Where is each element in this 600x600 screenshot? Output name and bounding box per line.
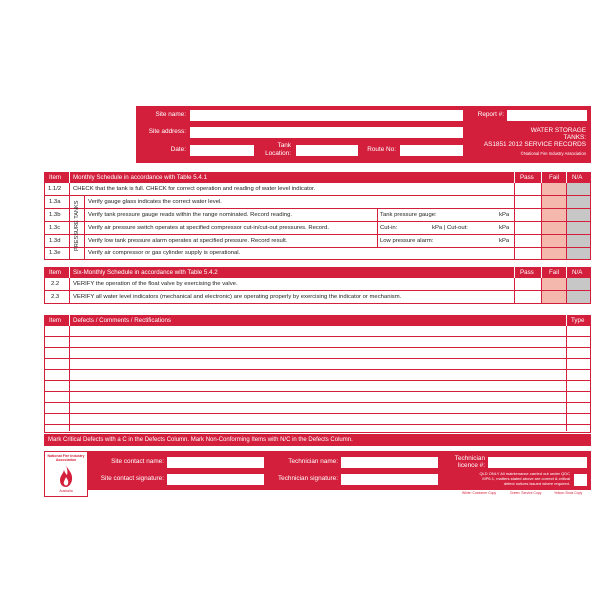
logo-line-3: Australia	[59, 489, 73, 493]
six-col-pass: Pass	[520, 268, 534, 276]
row-text: Verify tank pressure gauge reads within the range nominated. Record reading.	[88, 211, 293, 218]
route-no-label: Route No:	[367, 146, 396, 153]
monthly-col-fail: Fail	[549, 173, 559, 181]
kpa-label: kPa	[499, 224, 510, 231]
site-name-label: Site name:	[155, 111, 186, 118]
technician-signature-field[interactable]	[341, 474, 438, 485]
kpa-label: kPa	[499, 237, 510, 244]
copy-yellow: Yellow: Book Copy	[554, 491, 583, 495]
technician-name-label: Technician name:	[288, 458, 338, 465]
defects-note: Mark Critical Defects with a C in the Defects Column. Mark Non-Conforming Items with N/C in the Defects Column.	[48, 437, 353, 443]
monthly-col-item: Item	[49, 173, 62, 181]
copy-legend	[430, 491, 590, 497]
row-text: VERIFY the operation of the float valve by exercising the valve.	[73, 280, 238, 287]
technician-licence-field[interactable]	[488, 457, 587, 468]
row-item: 1.3b	[49, 211, 61, 218]
row-item: 2.2	[51, 280, 60, 287]
title-line-2: TANKS:	[563, 134, 586, 141]
cut-out-label: kPa | Cut-out:	[432, 224, 468, 231]
cut-in-label: Cut-in:	[380, 224, 398, 231]
row-item: 1.3e	[49, 250, 61, 256]
title-line-1: WATER STORAGE	[530, 127, 586, 134]
date-label: Date:	[170, 146, 186, 153]
monthly-row-6	[44, 248, 591, 260]
tank-location-label-1: Tank	[277, 142, 291, 149]
site-address-label: Site address:	[148, 128, 186, 135]
copy-white: White: Customer Copy	[462, 491, 497, 495]
site-name-field[interactable]	[190, 110, 463, 121]
tank-location-label-2: Location:	[265, 150, 291, 157]
qld-note-3: defect notices issued where required.	[503, 481, 570, 486]
qld-checkbox[interactable]	[574, 474, 587, 486]
defects-header	[44, 315, 591, 326]
technician-name-field[interactable]	[341, 457, 438, 468]
monthly-col-na: N/A	[572, 173, 583, 181]
defects-note-bar	[44, 434, 591, 446]
row-item: 2.3	[51, 293, 60, 300]
kpa-label: kPa	[499, 211, 510, 218]
logo-line-1: National Fire Industry	[47, 454, 85, 458]
logo-line-2: Association	[55, 458, 77, 462]
row-text: CHECK that the tank is full. CHECK for correct operation and reading of water level indicator.	[73, 185, 316, 192]
tank-location-field[interactable]	[296, 145, 358, 156]
technician-licence-label-1: Technician	[454, 455, 485, 462]
qld-note-1: QLD ONLY All maintenance carried out under QDC	[479, 471, 570, 476]
six-col-fail: Fail	[549, 268, 559, 276]
copyright-text: ©National Fire Industry Association	[520, 151, 586, 156]
technician-signature-label: Technician signature:	[277, 475, 338, 482]
row-item: 1.1/2	[48, 185, 62, 192]
monthly-row-2	[44, 196, 591, 209]
row-text: Verify air compressor or gas cylinder supply is operational.	[88, 250, 241, 256]
tank-pressure-gauge-label: Tank pressure gauge:	[380, 211, 437, 218]
defects-table[interactable]	[44, 326, 591, 433]
defects-col-item: Item	[49, 316, 62, 324]
report-label: Report #:	[477, 111, 504, 118]
six-monthly-header	[44, 267, 591, 278]
row-text: Verify gauge glass indicates the correct water level.	[88, 198, 222, 205]
monthly-row-3	[44, 209, 591, 222]
six-row-2	[44, 291, 591, 304]
six-col-na: N/A	[572, 268, 583, 276]
monthly-row-4	[44, 222, 591, 235]
title-line-3: AS1851 2012 SERVICE RECORDS	[483, 141, 586, 148]
defects-title: Defects / Comments / Rectifications	[73, 316, 171, 324]
monthly-row-5	[44, 235, 591, 248]
technician-licence-label-2: licence #:	[458, 462, 485, 469]
route-no-field[interactable]	[400, 145, 463, 156]
monthly-header	[44, 172, 591, 183]
row-text: Verify low tank pressure alarm operates at specified pressure. Record result.	[88, 237, 288, 244]
copy-green: Green: Service Copy	[510, 491, 542, 495]
site-contact-name-field[interactable]	[167, 457, 264, 468]
monthly-row-1	[44, 183, 591, 196]
qld-note-2: MP6.1, matters stated above are correct & critical	[482, 476, 570, 481]
row-item: 1.3c	[49, 224, 61, 231]
row-item: 1.3d	[49, 237, 61, 244]
flame-icon	[57, 464, 75, 488]
date-field[interactable]	[190, 145, 254, 156]
monthly-col-pass: Pass	[520, 173, 534, 181]
six-row-1	[44, 278, 591, 291]
site-contact-signature-label: Site contact signature:	[100, 475, 164, 482]
site-address-field[interactable]	[190, 127, 463, 138]
row-text: Verify air pressure switch operates at specified compressor cut-in/cut-out pressures. Record.	[88, 224, 329, 231]
site-contact-signature-field[interactable]	[167, 474, 264, 485]
six-monthly-title: Six-Monthly Schedule in accordance with Table 5.4.2	[73, 268, 218, 276]
nfia-logo	[44, 451, 88, 497]
low-pressure-alarm-label: Low pressure alarm:	[380, 237, 434, 244]
six-col-item: Item	[49, 268, 62, 276]
row-text: VERIFY all water level indicators (mechanical and electronic) are operating properly by exercising the indicator or mechanism.	[73, 293, 402, 300]
defects-col-type: Type	[571, 316, 585, 324]
pressure-tanks-group-label: PRESSURE TANKS	[74, 200, 81, 252]
site-contact-name-label: Site contact name:	[111, 458, 164, 465]
monthly-title: Monthly Schedule in accordance with Table 5.4.1	[73, 173, 208, 181]
row-item: 1.3a	[49, 198, 61, 205]
report-number-field[interactable]	[507, 110, 587, 121]
